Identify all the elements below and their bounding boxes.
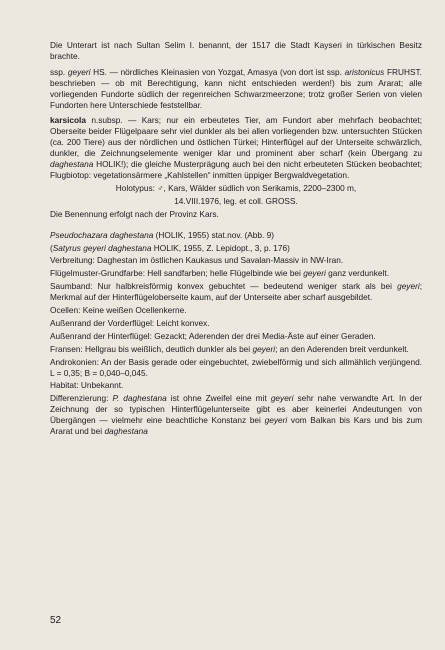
paragraph-naming: Die Unterart ist nach Sultan Selim I. benannt, der 1517 die Stadt Kayseri in türkischen Besitz brachte. bbox=[50, 40, 422, 61]
paragraph-fransen: Fransen: Hellgrau bis weißlich, deutlich dunkler als bei geyeri; an den Aderenden breit verdunkelt. bbox=[50, 343, 409, 354]
taxon-name: geyeri bbox=[252, 343, 276, 354]
taxon-name: geyeri bbox=[397, 281, 420, 292]
paragraph-saumband: Saumband: Nur halbkreisförmig konvex gebuchtet — bedeutend weniger stark als bei geyeri; Merkmal auf der Hinterflügeloberseite kaum, auf der Unterseite aber scharf ausgebildet. bbox=[50, 281, 422, 303]
holotypus-line-2: 14.VIII.1976, leg. et coll. GROSS. bbox=[174, 195, 298, 206]
paragraph-ocellen: Ocellen: Keine weißen Ocellenkerne. bbox=[50, 305, 187, 316]
paragraph-grundfarbe: Flügelmuster-Grundfarbe: Hell sandfarben; helle Flügelbinde wie bei geyeri ganz verdunkelt. bbox=[50, 268, 389, 279]
paragraph-habitat: Habitat: Unbekannt. bbox=[50, 380, 124, 391]
paragraph-aussenrand-hf: Außenrand der Hinterflügel: Gezackt; Aderenden der drei Media-Äste auf einer Geraden. bbox=[50, 330, 376, 341]
page-number: 52 bbox=[50, 615, 62, 626]
taxon-name: Satyrus geyeri daghestana bbox=[52, 242, 152, 253]
paragraph-differenzierung: Differenzierung: P. daghestana ist ohne Zweifel eine mit geyeri sehr nahe verwandte Art. In der Zeichnung der so typischen Hinterflügelunterseite gibt es aber keinerlei Andeutungen von Übergängen — vielmehr eine beachtliche Konstanz bei geyeri vom Balkan bis Kars und bis zum Ararat und bei daghestana bbox=[50, 393, 423, 437]
paragraph-etymology: Die Benennung erfolgt nach der Provinz Kars. bbox=[50, 208, 219, 219]
synonym-line: (Satyrus geyeri daghestana HOLIK, 1955, Z. Lepidopt., 3, p. 176) bbox=[50, 242, 290, 253]
subspecies-heading: karsicola bbox=[50, 115, 86, 126]
paragraph-androkonien: Androkonien: An der Basis gerade oder eingebuchtet, zwiebelförmig und sich allmählich verjüngend. L = 0,35; B = 0,040–0,045. bbox=[50, 356, 422, 378]
holotypus-line-1: Holotypus: ♂, Kars, Wälder südlich von Serikamis, 2200–2300 m, bbox=[115, 182, 357, 193]
paragraph-verbreitung: Verbreitung: Daghestan im östlichen Kaukasus und Savalan-Massiv in NW-Iran. bbox=[50, 255, 344, 266]
taxon-name: daghestana bbox=[50, 159, 94, 170]
taxon-name: geyeri bbox=[303, 268, 326, 279]
taxon-name: daghestana bbox=[104, 426, 148, 437]
taxon-name: geyeri bbox=[67, 66, 91, 77]
taxon-name: geyeri bbox=[264, 415, 288, 426]
paragraph-ssp-geyeri: ssp. geyeri HS. — nördliches Kleinasien von Yozgat, Amasya (von dort ist ssp. aristonicus FRUHST. beschrieben — ob mit Berechtigung, kann nicht entschieden werden!) bis zum Ararat; alle vorliegenden Fundorte südlich der regenreichen Schwarzmeerzone; trotz großer Serien von vielen Fundorten here Unterschiede feststellbar. bbox=[50, 66, 422, 110]
taxon-name: aristonicus bbox=[344, 66, 385, 77]
body-text bbox=[50, 40, 422, 439]
paragraph-karsicola: karsicola n.subsp. — Kars; nur ein erbeutetes Tier, am Fundort aber mehrfach beobachtet; Oberseite beider Flügelpaare sehr viel dunkler als bei allen vorliegenden bzw. untersuchten Stücken (ca. 200 Tiere) aus der nördlichen und östlichen Türkei; Hinterflügel auf der Unterseite schwärzlich, dunkler, die Zeichnungselemente weniger klar und prominent aber scharf (kein Übergang zu daghestana HOLIK!); die gleiche Musterprägung auch bei den nicht erbeuteten Stücken beobachtet; Flugbiotop: vegetationsärmere „Kahlstellen“ inmitten üppiger Bergwaldvegetation. bbox=[50, 115, 422, 180]
taxon-name: P. daghestana bbox=[112, 393, 167, 404]
species-heading: Pseudochazara daghestana (HOLIK, 1955) stat.nov. (Abb. 9) bbox=[50, 229, 275, 240]
species-name: Pseudochazara daghestana bbox=[50, 229, 154, 240]
paragraph-aussenrand-vf: Außenrand der Vorderflügel: Leicht konvex. bbox=[50, 317, 210, 328]
taxon-name: geyeri bbox=[270, 393, 294, 404]
